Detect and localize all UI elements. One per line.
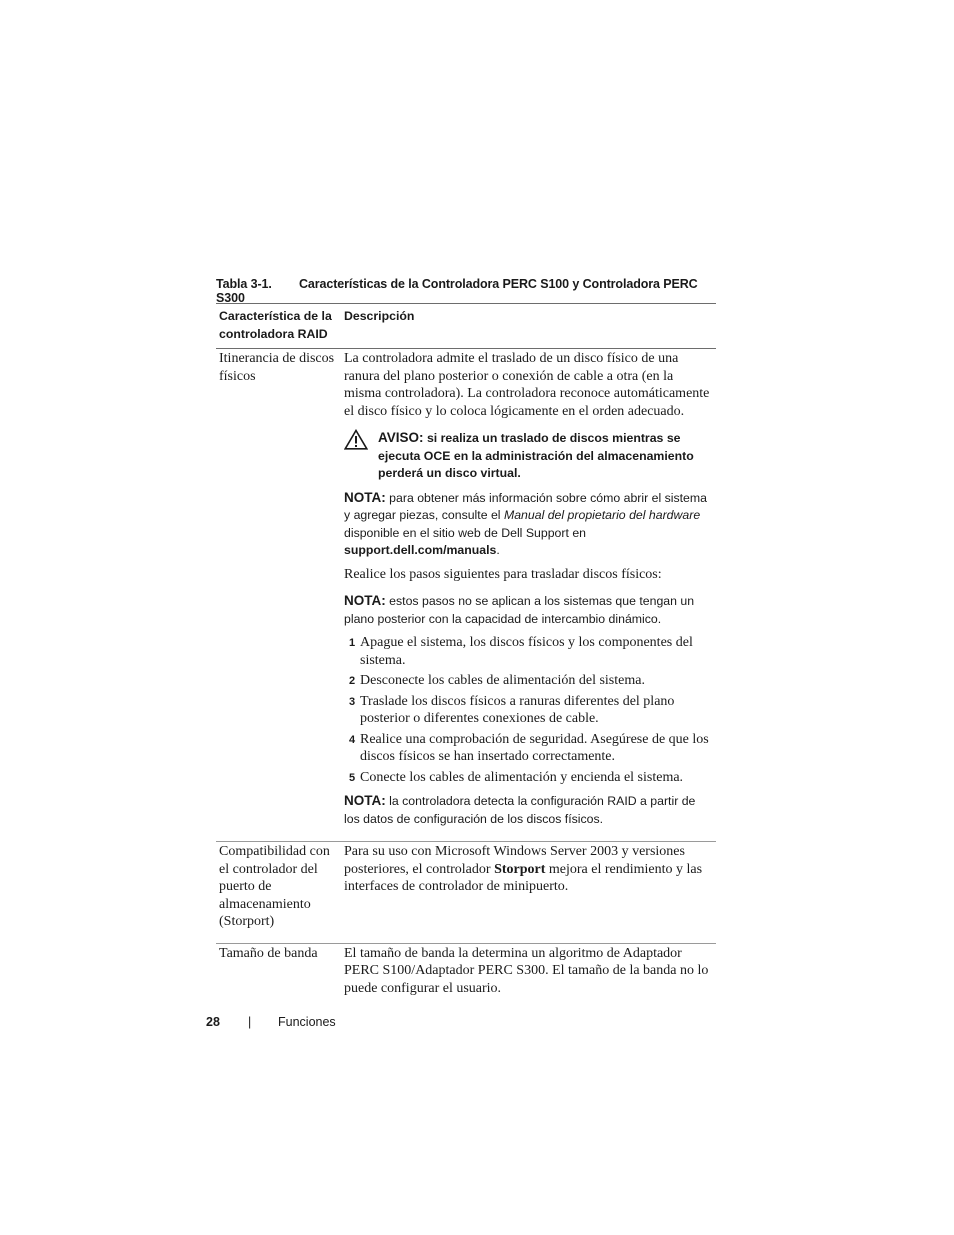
list-item <box>344 769 713 787</box>
table-row <box>216 349 716 842</box>
table-number: Tabla 3-1. <box>216 277 272 291</box>
footer-separator: | <box>248 1015 252 1029</box>
manual-title: Manual del propietario del hardware <box>503 508 701 522</box>
table-caption <box>216 277 716 305</box>
step-number: 4 <box>349 733 356 746</box>
header-description: Descripción <box>341 304 716 349</box>
note-label: NOTA: <box>344 793 386 808</box>
steps-intro: Realice los pasos siguientes para trasladar discos físicos: <box>344 566 662 582</box>
description-cell <box>341 842 716 944</box>
table-row <box>216 943 716 1003</box>
feature-cell: Compatibilidad con el controlador del puerto de almacenamiento (Storport) <box>216 842 341 944</box>
note-text: estos pasos no se aplican a los sistemas que tengan un plano posterior con la capacidad de intercambio dinámico. <box>344 594 695 626</box>
note-text: para obtener más información sobre cómo abrir el sistema y agregar piezas, consulte el <box>344 490 707 522</box>
step-text: Conecte los cables de alimentación y encienda el sistema. <box>360 769 684 785</box>
section-name: Funciones <box>278 1015 336 1029</box>
list-item <box>344 634 713 669</box>
steps-list <box>344 634 713 786</box>
page-footer <box>206 1015 336 1029</box>
list-item <box>344 672 713 690</box>
step-number: 2 <box>349 675 356 687</box>
step-text: Apague el sistema, los discos físicos y los componentes del sistema. <box>360 635 693 668</box>
table-header-row <box>216 304 716 349</box>
note <box>344 792 713 828</box>
list-item <box>344 693 713 728</box>
page-number: 28 <box>206 1015 220 1029</box>
step-text: Desconecte los cables de alimentación del sistema. <box>360 673 645 688</box>
feature-cell: Itinerancia de discos físicos <box>216 349 341 842</box>
step-number: 1 <box>349 637 356 649</box>
note-label: NOTA: <box>344 489 386 505</box>
description-text: Para su uso con Microsoft Windows Server 2003 y versiones posteriores, el controlador <box>344 844 685 877</box>
warning-text: si realiza un traslado de discos mientras se ejecuta OCE en la administración del almacenamiento perderá un disco virtual. <box>378 431 694 480</box>
features-table <box>216 303 716 1003</box>
description-cell: El tamaño de banda la determina un algoritmo de Adaptador PERC S100/Adaptador PERC S300. El tamaño de la banda no lo puede configurar el usuario. <box>344 945 709 996</box>
step-text: Realice una comprobación de seguridad. Asegúrese de que los discos físicos se han insertado correctamente. <box>360 731 709 764</box>
note-text: disponible en el sitio web de Dell Support en <box>344 525 586 540</box>
note-period: . <box>496 543 500 557</box>
note <box>344 489 713 560</box>
note <box>344 592 713 628</box>
step-number: 5 <box>349 771 356 784</box>
warning-label: AVISO: <box>378 430 424 445</box>
step-text: Traslade los discos físicos a ranuras diferentes del plano posterior o diferentes conexiones de cable. <box>360 693 675 726</box>
note-text: la controladora detecta la configuración RAID a partir de los datos de configuración de los discos físicos. <box>344 794 696 826</box>
warning-triangle-icon <box>344 429 368 456</box>
support-url[interactable]: support.dell.com/manuals <box>344 543 497 557</box>
step-number: 3 <box>349 695 356 708</box>
warning-notice <box>344 429 713 483</box>
description-text: mejora el rendimiento y las interfaces de controlador de minipuerto. <box>344 861 703 894</box>
header-feature: Característica de la controladora RAID <box>216 304 341 349</box>
note-label: NOTA: <box>344 593 386 608</box>
description-text: La controladora admite el traslado de un disco físico de una ranura del plano posterior o conexión de cable a otra (en la misma controladora). La controladora reconoce automáticamente el disco físico y lo coloca lógicamente en el orden adecuado. <box>344 351 710 419</box>
table-row <box>216 842 716 944</box>
feature-cell: Tamaño de banda <box>219 945 318 961</box>
list-item <box>344 731 713 766</box>
description-cell <box>341 349 716 842</box>
storport-term: Storport <box>494 861 546 877</box>
table-title: Características de la Controladora PERC S100 y Controladora PERC S300 <box>216 277 698 305</box>
